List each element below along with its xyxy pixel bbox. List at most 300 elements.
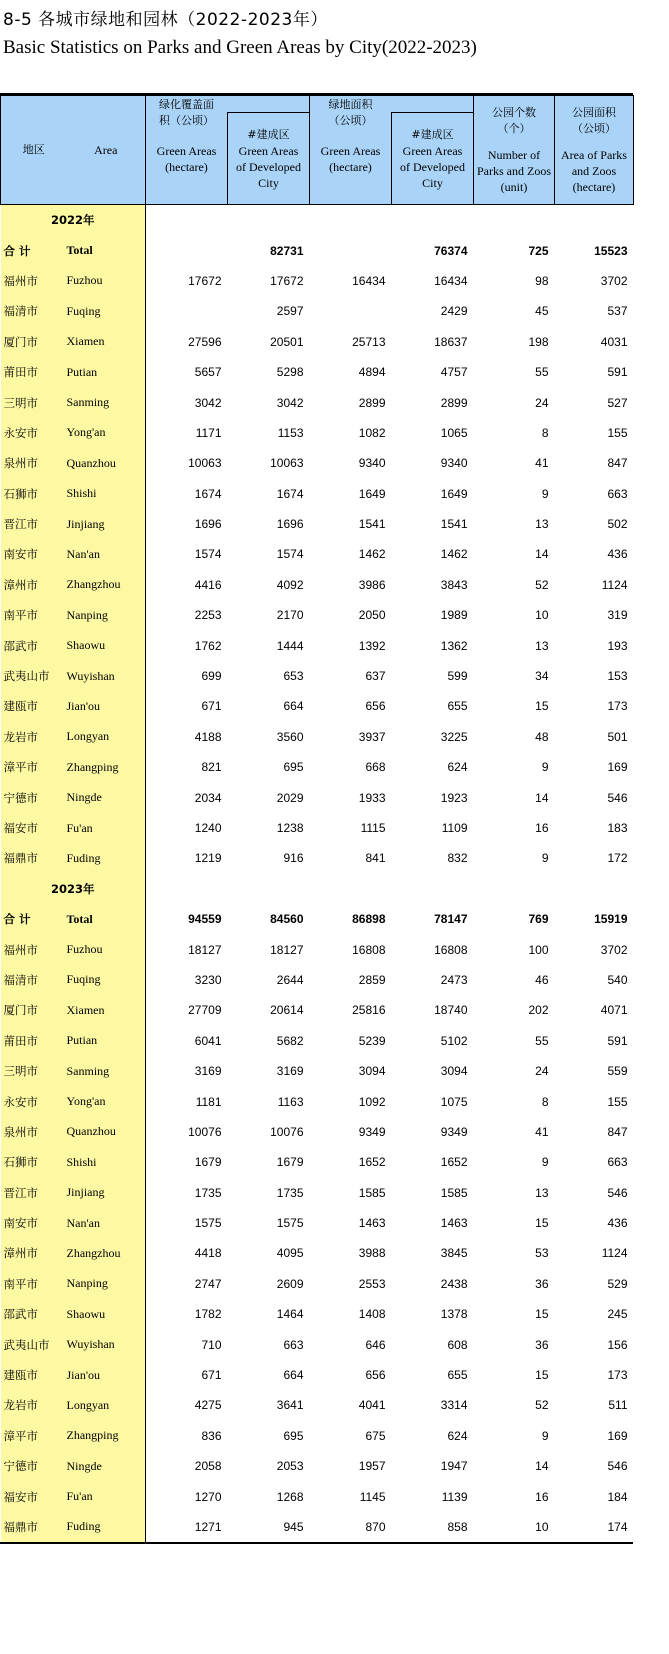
green-area-value: 9340 [358, 456, 386, 471]
table-row [1, 813, 634, 843]
built-green-area-value: 858 [447, 1519, 468, 1534]
green-area-value: 841 [365, 851, 386, 866]
built-green-cover-value: 1268 [276, 1489, 304, 1504]
header-park-area-en: Area of Parks and Zoos (hectare) [561, 148, 627, 194]
region-name-cn: 南安市 [1, 1208, 67, 1238]
header-green-cover-cn: 绿化覆盖面积（公顷） [159, 97, 214, 127]
parks-count-value: 16 [535, 821, 549, 835]
built-green-cover-value: 3169 [276, 1064, 304, 1079]
table-row [1, 357, 634, 387]
green-area-value: 3986 [358, 577, 386, 592]
green-cover-value: 6041 [194, 1033, 222, 1048]
region-name-cn: 永安市 [1, 418, 67, 448]
green-area-value: 16434 [352, 273, 386, 288]
green-cover-value: 1735 [194, 1185, 222, 1200]
region-name-en: Jian'ou [67, 691, 146, 721]
green-area-value: 1933 [358, 790, 386, 805]
table-body [1, 205, 634, 1543]
bottom-rule [0, 1542, 633, 1544]
built-green-cover-value: 1679 [276, 1155, 304, 1170]
built-green-cover-value: 2597 [276, 304, 304, 319]
park-area-value: 1124 [601, 577, 628, 592]
header-built [228, 113, 310, 205]
park-area-value: 559 [607, 1064, 628, 1079]
green-area-value: 3094 [358, 1064, 386, 1079]
total-row [1, 235, 634, 265]
green-area-value: 675 [365, 1428, 386, 1443]
green-area-value: 1092 [358, 1094, 386, 1109]
green-area-value: 16808 [352, 942, 386, 957]
green-area-value: 1408 [358, 1307, 386, 1322]
table-row [1, 722, 634, 752]
header-built-en: Green Areas of Developed City [236, 143, 301, 190]
green-cover-value: 1696 [194, 517, 222, 532]
built-green-cover-value: 20501 [270, 334, 304, 349]
built-green-cover-value: 1163 [277, 1094, 304, 1109]
table-row [1, 782, 634, 812]
region-name-en: Shishi [67, 479, 146, 509]
built-green-cover-value: 1575 [276, 1216, 304, 1231]
built-green-area-value: 9349 [440, 1124, 468, 1139]
empty-cell [310, 874, 392, 904]
park-area-value: 511 [608, 1398, 628, 1413]
built-green-cover-value: 2029 [276, 790, 304, 805]
built-green-area-value: 2438 [440, 1276, 468, 1291]
region-name-cn: 泉州市 [1, 448, 67, 478]
green-area-value: 1463 [358, 1216, 386, 1231]
region-name-en: Wuyishan [67, 1329, 146, 1359]
region-name-en: Putian [67, 357, 146, 387]
green-area-value: 1652 [358, 1155, 386, 1170]
parks-count-value: 9 [541, 760, 549, 775]
table-row [1, 1056, 634, 1086]
green-area-value: 25713 [352, 334, 386, 349]
green-area-value: 2859 [358, 972, 386, 987]
region-name-en: Total [67, 904, 146, 934]
green-area-value: 1145 [359, 1489, 386, 1504]
region-name-cn: 福清市 [1, 296, 67, 326]
region-name-en: Shishi [67, 1147, 146, 1177]
built-green-area-value: 5102 [440, 1033, 468, 1048]
table-row [1, 1117, 634, 1147]
table-row [1, 1299, 634, 1329]
park-area-value: 153 [607, 669, 628, 684]
region-name-cn: 龙岩市 [1, 722, 67, 752]
built-green-cover-value: 1696 [276, 517, 304, 532]
green-area-value: 656 [365, 1368, 386, 1383]
park-area-value: 540 [607, 972, 628, 987]
empty-cell [555, 874, 634, 904]
region-name-cn: 龙岩市 [1, 1390, 67, 1420]
parks-count-value: 10 [535, 1519, 549, 1534]
built-green-cover-value: 2644 [276, 972, 304, 987]
header-park-area [555, 96, 634, 205]
green-area-value: 1462 [358, 547, 386, 562]
parks-count-value: 14 [535, 790, 549, 805]
built-green-area-value: 1463 [440, 1216, 468, 1231]
header-parks-en: Number of Parks and Zoos (unit) [477, 148, 551, 194]
green-cover-value: 2747 [194, 1276, 222, 1291]
empty-cell [474, 874, 555, 904]
table-row [1, 1360, 634, 1390]
parks-count-value: 36 [535, 1337, 549, 1352]
table-row [1, 1269, 634, 1299]
green-cover-value: 1575 [194, 1216, 222, 1231]
built-green-area-value: 1065 [440, 425, 468, 440]
park-area-value: 193 [607, 638, 628, 653]
park-area-value: 3702 [600, 273, 628, 288]
green-area-value: 86898 [352, 912, 386, 927]
empty-cell [392, 874, 474, 904]
built-green-cover-value: 3042 [276, 395, 304, 410]
region-name-cn: 福安市 [1, 1481, 67, 1511]
year-label: 2022年 [1, 205, 146, 236]
header-green-cover-en: Green Areas (hectare) [156, 143, 217, 174]
parks-count-value: 769 [528, 912, 549, 927]
built-green-cover-value: 18127 [270, 942, 304, 957]
park-area-value: 183 [607, 821, 628, 835]
region-name-en: Fuqing [67, 965, 146, 995]
park-area-value: 591 [607, 1033, 628, 1048]
green-cover-value: 2034 [194, 790, 222, 805]
green-cover-value: 671 [201, 699, 222, 714]
green-area-value: 668 [365, 760, 386, 775]
built-green-area-value: 18740 [434, 1003, 468, 1018]
green-area-value: 1082 [358, 425, 386, 440]
built-green-cover-value: 17672 [270, 273, 304, 288]
built-green-area-value: 1989 [440, 608, 468, 623]
built-green-area-value: 1652 [440, 1155, 468, 1170]
green-cover-value: 1674 [194, 486, 222, 501]
region-name-cn: 莆田市 [1, 357, 67, 387]
built-green-area-value: 2429 [440, 304, 468, 319]
parks-count-value: 13 [535, 517, 549, 532]
region-name-en: Ningde [67, 782, 146, 812]
region-name-cn: 莆田市 [1, 1026, 67, 1056]
region-name-cn: 福州市 [1, 934, 67, 964]
table-row [1, 752, 634, 782]
green-cover-value: 27709 [188, 1003, 222, 1018]
table-row [1, 448, 634, 478]
region-name-cn: 泉州市 [1, 1117, 67, 1147]
region-name-cn: 武夷山市 [1, 1329, 67, 1359]
green-area-value: 4041 [358, 1398, 386, 1413]
park-area-value: 173 [607, 1368, 628, 1383]
green-cover-value [146, 235, 228, 265]
parks-count-value: 725 [528, 243, 549, 258]
built-green-area-value: 3314 [440, 1398, 468, 1413]
park-area-value: 529 [607, 1276, 628, 1291]
park-area-value: 15919 [594, 912, 628, 927]
region-name-cn: 宁德市 [1, 782, 67, 812]
table-header [1, 96, 634, 205]
green-area-value: 656 [365, 699, 386, 714]
table-row [1, 1208, 634, 1238]
region-name-en: Nanping [67, 1269, 146, 1299]
green-area-value: 646 [365, 1337, 386, 1352]
empty-cell [555, 205, 634, 236]
table-row [1, 1451, 634, 1481]
green-cover-value: 1679 [194, 1155, 222, 1170]
built-green-area-value: 1139 [441, 1489, 468, 1504]
region-name-en: Yong'an [67, 1086, 146, 1116]
region-name-en: Fuzhou [67, 934, 146, 964]
header-green-area [310, 97, 392, 205]
built-green-area-value: 3225 [440, 729, 468, 744]
header-parks [474, 96, 555, 205]
built-green-cover-value: 664 [283, 1368, 304, 1383]
park-area-value: 663 [607, 1155, 628, 1170]
header-green-area-cn: 绿地面积（公顷） [328, 97, 373, 127]
green-cover-value: 1762 [194, 638, 222, 653]
parks-count-value: 13 [535, 638, 549, 653]
park-area-value: 1124 [601, 1246, 628, 1261]
header-built2-en: Green Areas of Developed City [400, 143, 465, 190]
parks-count-value: 36 [535, 1276, 549, 1291]
table-row [1, 661, 634, 691]
empty-cell [146, 205, 228, 236]
built-green-area-value: 624 [447, 760, 468, 775]
region-name-en: Shaowu [67, 630, 146, 660]
table-row [1, 296, 634, 326]
parks-count-value: 52 [535, 577, 549, 592]
built-green-area-value: 1585 [440, 1185, 468, 1200]
region-name-cn: 福鼎市 [1, 843, 67, 873]
green-cover-value: 17672 [188, 273, 222, 288]
built-green-area-value: 4757 [440, 365, 468, 380]
parks-count-value: 53 [535, 1246, 549, 1261]
green-cover-value: 699 [201, 669, 222, 684]
region-name-cn: 建瓯市 [1, 1360, 67, 1390]
table-row [1, 1481, 634, 1511]
year-row [1, 205, 634, 236]
green-cover-value: 1270 [194, 1489, 222, 1504]
green-area-value: 637 [365, 669, 386, 684]
built-green-cover-value: 916 [283, 851, 304, 866]
parks-count-value: 55 [535, 1033, 549, 1048]
green-area-value: 1957 [358, 1459, 386, 1474]
total-row [1, 904, 634, 934]
parks-count-value: 8 [541, 425, 549, 440]
statistics-table-container [0, 95, 633, 1542]
park-area-value: 156 [607, 1337, 628, 1352]
table-row [1, 570, 634, 600]
park-area-value: 3702 [600, 942, 628, 957]
green-cover-value: 1574 [194, 547, 222, 562]
region-name-cn: 石狮市 [1, 479, 67, 509]
table-row [1, 509, 634, 539]
built-green-cover-value: 3641 [276, 1398, 304, 1413]
table-row [1, 630, 634, 660]
header-built-cn: #建成区 [247, 127, 290, 141]
region-name-cn: 厦门市 [1, 327, 67, 357]
parks-count-value: 14 [535, 547, 549, 562]
parks-count-value: 9 [541, 1155, 549, 1170]
built-green-cover-value: 1153 [277, 425, 304, 440]
empty-cell [310, 205, 392, 236]
empty-cell [228, 874, 310, 904]
park-area-value: 847 [607, 456, 628, 471]
table-row [1, 418, 634, 448]
header-region-en: Area [67, 96, 146, 205]
region-name-cn: 福清市 [1, 965, 67, 995]
table-row [1, 1147, 634, 1177]
region-name-cn: 邵武市 [1, 1299, 67, 1329]
table-row [1, 1026, 634, 1056]
built-green-area-value: 1923 [440, 790, 468, 805]
region-name-cn: 武夷山市 [1, 661, 67, 691]
built-green-cover-value: 2053 [276, 1459, 304, 1474]
green-area-value: 1392 [358, 638, 386, 653]
region-name-cn: 建瓯市 [1, 691, 67, 721]
empty-cell [392, 205, 474, 236]
built-green-cover-value: 1574 [276, 547, 304, 562]
green-cover-value: 3230 [194, 972, 222, 987]
built-green-cover-value: 3560 [276, 729, 304, 744]
park-area-value: 501 [607, 729, 628, 744]
parks-count-value: 24 [535, 395, 549, 410]
region-name-cn: 福安市 [1, 813, 67, 843]
table-row [1, 995, 634, 1025]
region-name-en: Yong'an [67, 418, 146, 448]
region-name-cn: 南平市 [1, 1269, 67, 1299]
region-name-en: Sanming [67, 1056, 146, 1086]
parks-count-value: 15 [535, 699, 549, 714]
built-green-area-value: 832 [447, 851, 468, 866]
built-green-cover-value: 695 [283, 760, 304, 775]
green-area-value: 870 [365, 1519, 386, 1534]
built-green-cover-value: 664 [283, 699, 304, 714]
region-name-en: Longyan [67, 1390, 146, 1420]
parks-count-value: 15 [535, 1368, 549, 1383]
green-cover-value: 710 [201, 1337, 222, 1352]
built-green-area-value: 655 [447, 699, 468, 714]
park-area-value: 537 [607, 304, 628, 319]
built-green-cover-value: 10063 [270, 456, 304, 471]
region-name-en: Sanming [67, 387, 146, 417]
region-name-cn: 晋江市 [1, 509, 67, 539]
region-name-en: Nan'an [67, 1208, 146, 1238]
built-green-area-value: 16434 [434, 273, 468, 288]
park-area-value: 527 [607, 395, 628, 410]
header-park-area-cn: 公园面积（公顷） [572, 106, 616, 135]
region-name-en: Fuding [67, 1512, 146, 1542]
built-green-area-value: 1462 [440, 547, 468, 562]
park-area-value: 546 [607, 1459, 628, 1474]
green-cover-value: 94559 [188, 912, 222, 927]
region-name-en: Wuyishan [67, 661, 146, 691]
region-name-cn: 邵武市 [1, 630, 67, 660]
built-green-cover-value: 653 [283, 669, 304, 684]
green-cover-value: 1219 [194, 851, 222, 866]
region-name-en: Jinjiang [67, 1178, 146, 1208]
empty-cell [146, 874, 228, 904]
green-cover-value: 836 [201, 1428, 222, 1443]
page-title: 8-5 各城市绿地和园林（2022-2023年） [3, 10, 328, 30]
empty-cell [474, 205, 555, 236]
table-row [1, 1086, 634, 1116]
table-row [1, 1390, 634, 1420]
region-name-en: Quanzhou [67, 1117, 146, 1147]
built-green-cover-value: 1735 [276, 1185, 304, 1200]
park-area-value: 173 [607, 699, 628, 714]
green-area-value: 25816 [352, 1003, 386, 1018]
built-green-cover-value: 4095 [276, 1246, 304, 1261]
built-green-cover-value: 1238 [276, 821, 304, 835]
region-name-en: Zhangping [67, 752, 146, 782]
region-name-cn: 石狮市 [1, 1147, 67, 1177]
green-area-value: 1541 [358, 517, 386, 532]
parks-count-value: 41 [535, 1124, 549, 1139]
green-cover-value: 671 [201, 1368, 222, 1383]
table-row [1, 965, 634, 995]
built-green-area-value: 2473 [440, 972, 468, 987]
region-name-cn: 漳平市 [1, 752, 67, 782]
parks-count-value: 34 [535, 669, 549, 684]
built-green-cover-value: 1444 [276, 638, 304, 653]
table-row [1, 266, 634, 296]
region-name-en: Xiamen [67, 995, 146, 1025]
green-cover-value: 4418 [194, 1246, 222, 1261]
green-cover-value: 4275 [194, 1398, 222, 1413]
region-name-en: Fuding [67, 843, 146, 873]
built-green-area-value: 1649 [440, 486, 468, 501]
table-row [1, 1238, 634, 1268]
green-area-value: 5239 [358, 1033, 386, 1048]
parks-count-value: 45 [535, 304, 549, 319]
built-green-area-value: 1541 [440, 517, 468, 532]
parks-count-value: 13 [535, 1185, 549, 1200]
green-cover-value: 1240 [194, 821, 222, 835]
green-cover-value: 10063 [188, 456, 222, 471]
parks-count-value: 46 [535, 972, 549, 987]
table-row [1, 691, 634, 721]
built-green-area-value: 18637 [434, 334, 468, 349]
parks-count-value: 98 [535, 273, 549, 288]
parks-count-value: 52 [535, 1398, 549, 1413]
built-green-area-value: 16808 [434, 942, 468, 957]
green-cover-value [146, 296, 228, 326]
park-area-value: 546 [607, 790, 628, 805]
region-name-cn: 永安市 [1, 1086, 67, 1116]
region-name-en: Zhangzhou [67, 570, 146, 600]
park-area-value: 436 [607, 1216, 628, 1231]
region-name-en: Fuzhou [67, 266, 146, 296]
built-green-area-value: 655 [447, 1368, 468, 1383]
green-area-value: 9349 [358, 1124, 386, 1139]
region-name-en: Ningde [67, 1451, 146, 1481]
park-area-value: 245 [607, 1307, 628, 1322]
green-cover-value: 5657 [194, 365, 222, 380]
year-label: 2023年 [1, 874, 146, 904]
built-green-area-value: 1075 [440, 1094, 468, 1109]
region-name-en: Shaowu [67, 1299, 146, 1329]
green-cover-value: 27596 [188, 334, 222, 349]
park-area-value: 436 [607, 547, 628, 562]
green-area-value: 1585 [358, 1185, 386, 1200]
built-green-cover-value: 2170 [276, 608, 304, 623]
region-name-en: Jinjiang [67, 509, 146, 539]
green-area-value: 2050 [358, 608, 386, 623]
green-cover-value: 18127 [188, 942, 222, 957]
parks-count-value: 8 [541, 1094, 549, 1109]
region-name-en: Xiamen [67, 327, 146, 357]
header-green-area-en: Green Areas (hectare) [320, 143, 381, 174]
parks-count-value: 202 [528, 1003, 549, 1018]
table-row [1, 600, 634, 630]
parks-count-value: 9 [541, 851, 549, 866]
park-area-value: 172 [607, 851, 628, 866]
